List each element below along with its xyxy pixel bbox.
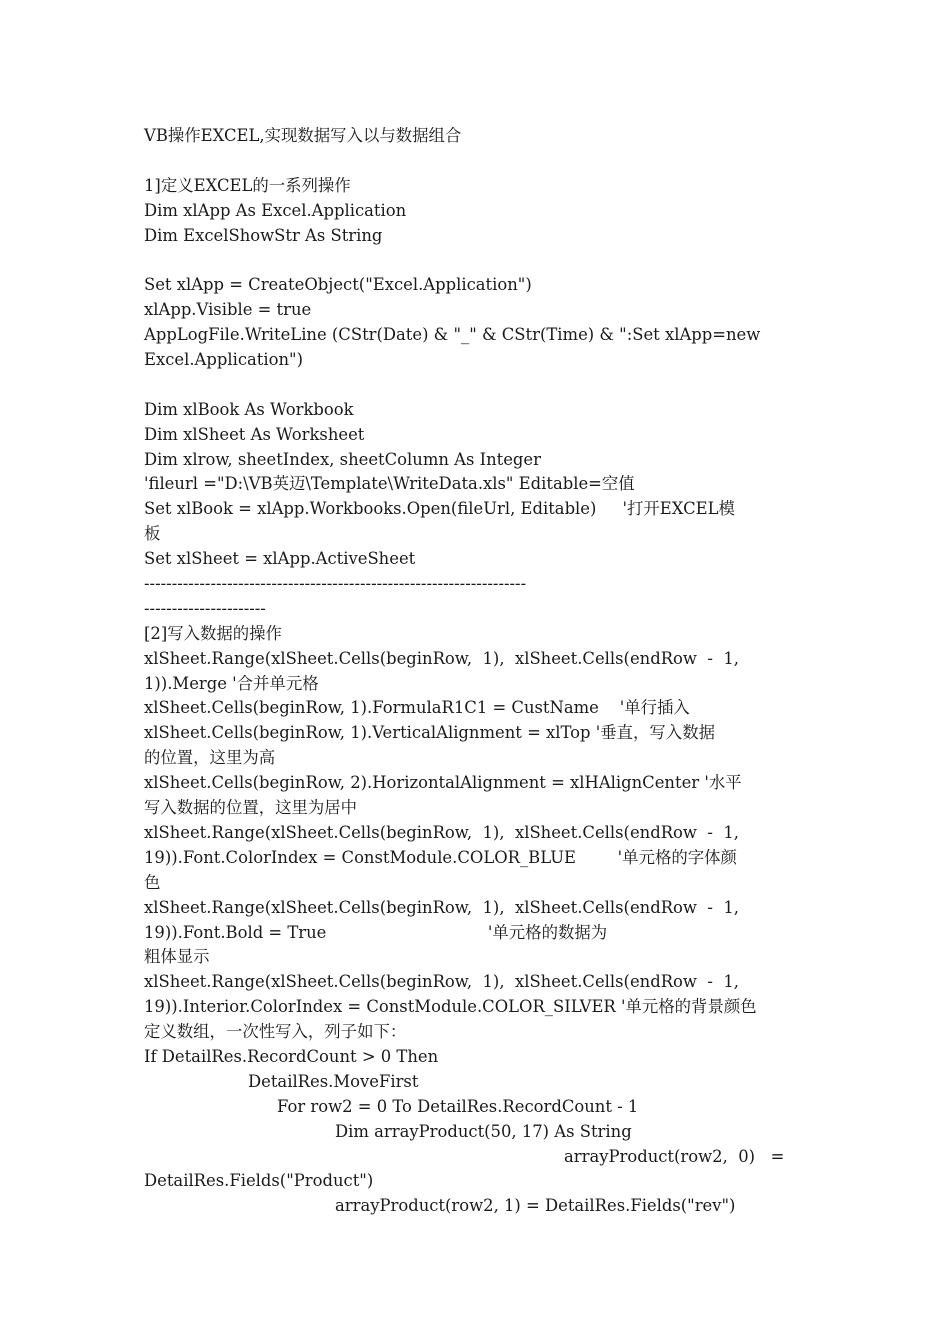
code-line: xlSheet.Range(xlSheet.Cells(beginRow, 1), xlSheet.Cells(endRow - 1, (144, 648, 739, 668)
code-line: Excel.Application") (144, 350, 303, 370)
separator-line: ---------------------- (144, 598, 266, 618)
code-line: 19)).Font.ColorIndex = ConstModule.COLOR_BLUE '单元格的字体颜 (144, 847, 737, 867)
code-line: Dim xlBook As Workbook (144, 399, 354, 419)
code-line: Dim xlSheet As Worksheet (144, 424, 365, 444)
code-line: Set xlSheet = xlApp.ActiveSheet (144, 549, 416, 569)
document-body (144, 124, 810, 1219)
code-line: 色 (144, 872, 161, 892)
code-line: 的位置，这里为高 (144, 748, 276, 768)
code-line: Dim xlApp As Excel.Application (144, 200, 407, 220)
blank-line (144, 373, 810, 398)
separator-line: --------------------------------------------------------------------- (144, 574, 527, 594)
code-line: arrayProduct(row2, 0) = (564, 1146, 785, 1166)
code-line: 19)).Interior.ColorIndex = ConstModule.COLOR_SILVER '单元格的背景颜色 (144, 997, 757, 1017)
code-line: xlSheet.Cells(beginRow, 2).HorizontalAlignment = xlHAlignCenter '水平 (144, 773, 742, 793)
description-line: 定义数组，一次性写入，列子如下： (144, 1022, 407, 1042)
code-line: Set xlBook = xlApp.Workbooks.Open(fileUrl, Editable) '打开EXCEL模 (144, 499, 735, 519)
code-line: Dim ExcelShowStr As String (144, 225, 383, 245)
code-line: 板 (144, 524, 161, 544)
code-line: xlApp.Visible = true (144, 300, 312, 320)
code-line: 写入数据的位置，这里为居中 (144, 798, 358, 818)
code-line: Dim arrayProduct(50, 17) As String (335, 1121, 632, 1141)
document-title: VB操作EXCEL,实现数据写入以与数据组合 (144, 126, 462, 145)
code-line: xlSheet.Range(xlSheet.Cells(beginRow, 1), xlSheet.Cells(endRow - 1, (144, 972, 739, 992)
code-line: AppLogFile.WriteLine (CStr(Date) & "_" & CStr(Time) & ":Set xlApp=new (144, 325, 761, 345)
code-line: 1)).Merge '合并单元格 (144, 673, 319, 693)
blank-line (144, 248, 810, 273)
code-line: xlSheet.Cells(beginRow, 1).VerticalAlignment = xlTop '垂直，写入数据 (144, 723, 715, 743)
code-line: xlSheet.Cells(beginRow, 1).FormulaR1C1 = CustName '单行插入 (144, 698, 690, 718)
code-line: xlSheet.Range(xlSheet.Cells(beginRow, 1), xlSheet.Cells(endRow - 1, (144, 822, 739, 842)
code-line: 粗体显示 (144, 947, 210, 967)
section-heading-1: 1]定义EXCEL的一系列操作 (144, 175, 351, 195)
code-line: arrayProduct(row2, 1) = DetailRes.Fields("rev") (335, 1196, 736, 1216)
blank-line (144, 149, 810, 174)
code-line: Dim xlrow, sheetIndex, sheetColumn As Integer (144, 449, 541, 469)
code-line: 19)).Font.Bold = True '单元格的数据为 (144, 922, 608, 942)
code-line: DetailRes.MoveFirst (248, 1071, 419, 1091)
code-line: For row2 = 0 To DetailRes.RecordCount - 1 (277, 1096, 639, 1116)
code-comment-line: 'fileurl ="D:\VB英迈\Template\WriteData.xls" Editable=空值 (144, 474, 635, 494)
code-line: Set xlApp = CreateObject("Excel.Application") (144, 275, 532, 295)
code-line: DetailRes.Fields("Product") (144, 1171, 374, 1191)
code-line: If DetailRes.RecordCount > 0 Then (144, 1046, 439, 1066)
section-heading-2: [2]写入数据的操作 (144, 623, 282, 643)
code-line: xlSheet.Range(xlSheet.Cells(beginRow, 1), xlSheet.Cells(endRow - 1, (144, 897, 739, 917)
